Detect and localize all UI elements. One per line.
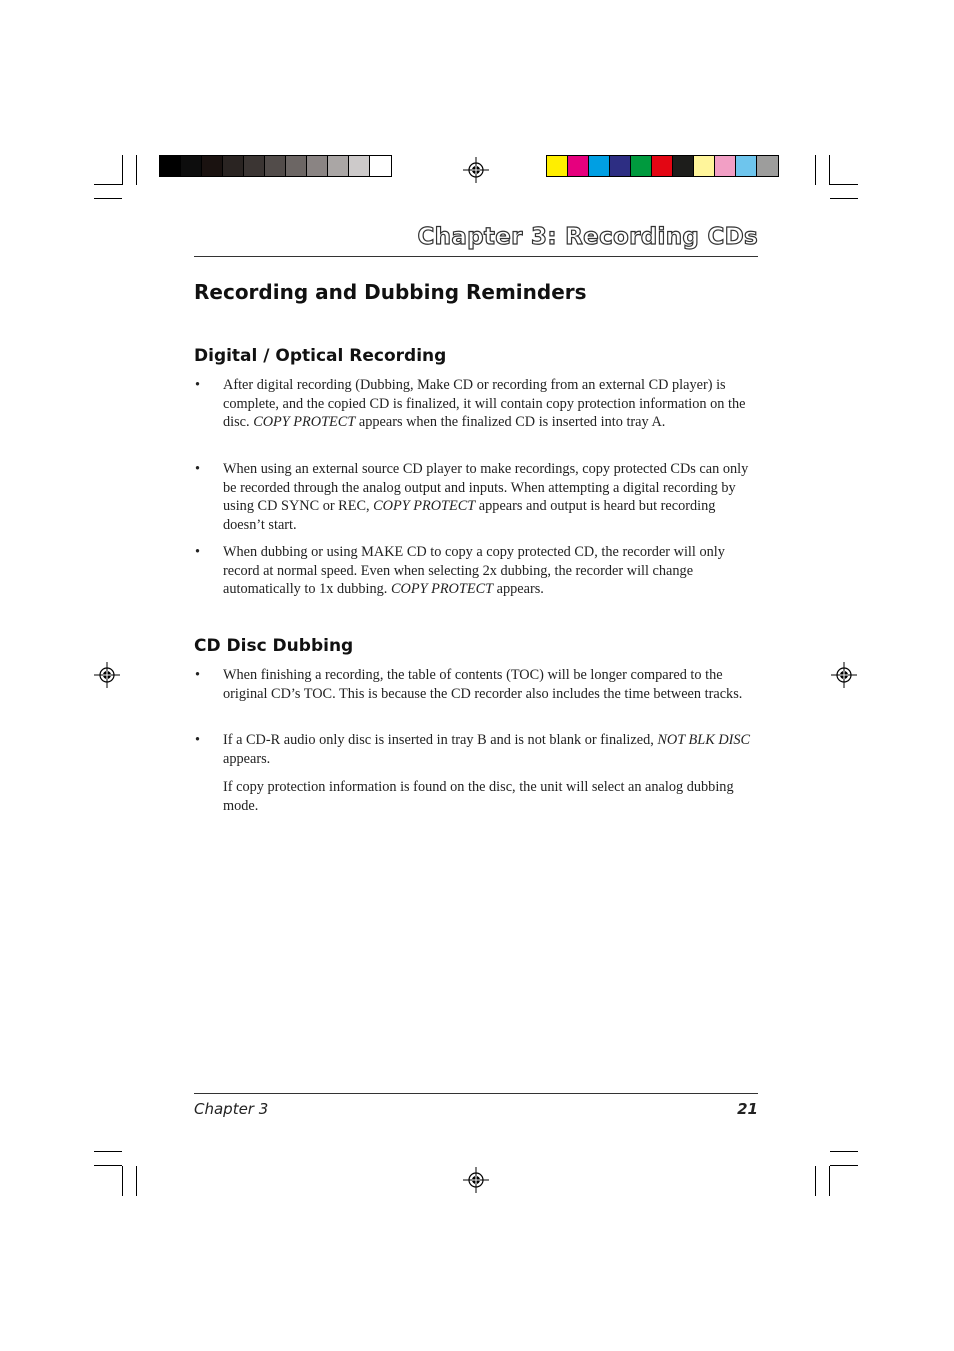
subheading-cd-disc-dubbing: CD Disc Dubbing bbox=[194, 636, 354, 656]
calibration-swatch bbox=[715, 156, 736, 176]
bullet: • bbox=[195, 732, 201, 748]
list-item bbox=[194, 666, 759, 722]
grayscale-calibration-bar bbox=[159, 155, 392, 177]
calibration-swatch bbox=[757, 156, 778, 176]
calibration-swatch bbox=[631, 156, 652, 176]
bullet: • bbox=[195, 667, 201, 683]
calibration-swatch bbox=[694, 156, 715, 176]
list-item-text: When dubbing or using MAKE CD to copy a copy protected CD, the recorder will only record at normal speed. Even when selecting 2x dubbing, the recorder will change automatically to 1x dubbing. COPY PROTECT appears. bbox=[223, 544, 725, 597]
registration-mark-icon bbox=[463, 1167, 489, 1193]
footer-rule bbox=[194, 1093, 758, 1094]
calibration-swatch bbox=[244, 156, 265, 176]
list-item bbox=[194, 543, 759, 599]
calibration-swatch bbox=[265, 156, 286, 176]
display-message: NOT BLK DISC bbox=[657, 732, 751, 748]
calibration-swatch bbox=[286, 156, 307, 176]
display-message: COPY PROTECT bbox=[390, 581, 494, 597]
calibration-swatch bbox=[307, 156, 328, 176]
page-title: Recording and Dubbing Reminders bbox=[194, 280, 587, 304]
calibration-swatch bbox=[568, 156, 589, 176]
calibration-swatch bbox=[589, 156, 610, 176]
registration-mark-icon bbox=[831, 662, 857, 688]
chapter-title: Chapter 3: Recording CDs bbox=[417, 224, 758, 250]
registration-mark-icon bbox=[463, 157, 489, 183]
subheading-digital-optical-recording: Digital / Optical Recording bbox=[194, 346, 447, 366]
calibration-swatch bbox=[202, 156, 223, 176]
calibration-swatch bbox=[349, 156, 370, 176]
calibration-swatch bbox=[547, 156, 568, 176]
calibration-swatch bbox=[652, 156, 673, 176]
registration-mark-icon bbox=[94, 662, 120, 688]
bullet: • bbox=[195, 544, 201, 560]
page-number: 21 bbox=[737, 1100, 758, 1118]
list-item-text: If a CD-R audio only disc is inserted in tray B and is not blank or finalized, NOT BLK DISC appears. bbox=[223, 732, 751, 767]
list-item-text: After digital recording (Dubbing, Make CD or recording from an external CD player) is complete, and the copied CD is finalized, it will contain copy protection information on the disc. COPY PROTECT appears when the finalized CD is inserted into tray A. bbox=[223, 377, 746, 430]
calibration-swatch bbox=[328, 156, 349, 176]
calibration-swatch bbox=[610, 156, 631, 176]
calibration-swatch bbox=[181, 156, 202, 176]
list-item-text: When finishing a recording, the table of contents (TOC) will be longer compared to the original CD’s TOC. This is because the CD recorder also includes the time between tracks. bbox=[223, 667, 743, 702]
calibration-swatch bbox=[223, 156, 244, 176]
chapter-title-rule bbox=[194, 256, 758, 257]
note-paragraph: If copy protection information is found on the disc, the unit will select an analog dubbing mode. bbox=[223, 779, 734, 814]
list-item bbox=[194, 376, 759, 451]
calibration-swatch bbox=[370, 156, 391, 176]
list-item bbox=[194, 731, 759, 769]
bullet: • bbox=[195, 377, 201, 393]
calibration-swatch bbox=[160, 156, 181, 176]
bullet: • bbox=[195, 461, 201, 477]
list-item bbox=[194, 460, 759, 535]
list-item-text: When using an external source CD player to make recordings, copy protected CDs can only be recorded through the analog output and inputs. When attempting a digital recording by using CD SYNC or REC, COPY PROTECT appears and output is heard but recording doesn’t start. bbox=[223, 461, 749, 533]
display-message: COPY PROTECT bbox=[373, 498, 476, 514]
calibration-swatch bbox=[673, 156, 694, 176]
display-message: COPY PROTECT bbox=[253, 414, 356, 430]
color-calibration-bar bbox=[546, 155, 779, 177]
footer-chapter-label: Chapter 3 bbox=[194, 1100, 269, 1118]
calibration-swatch bbox=[736, 156, 757, 176]
